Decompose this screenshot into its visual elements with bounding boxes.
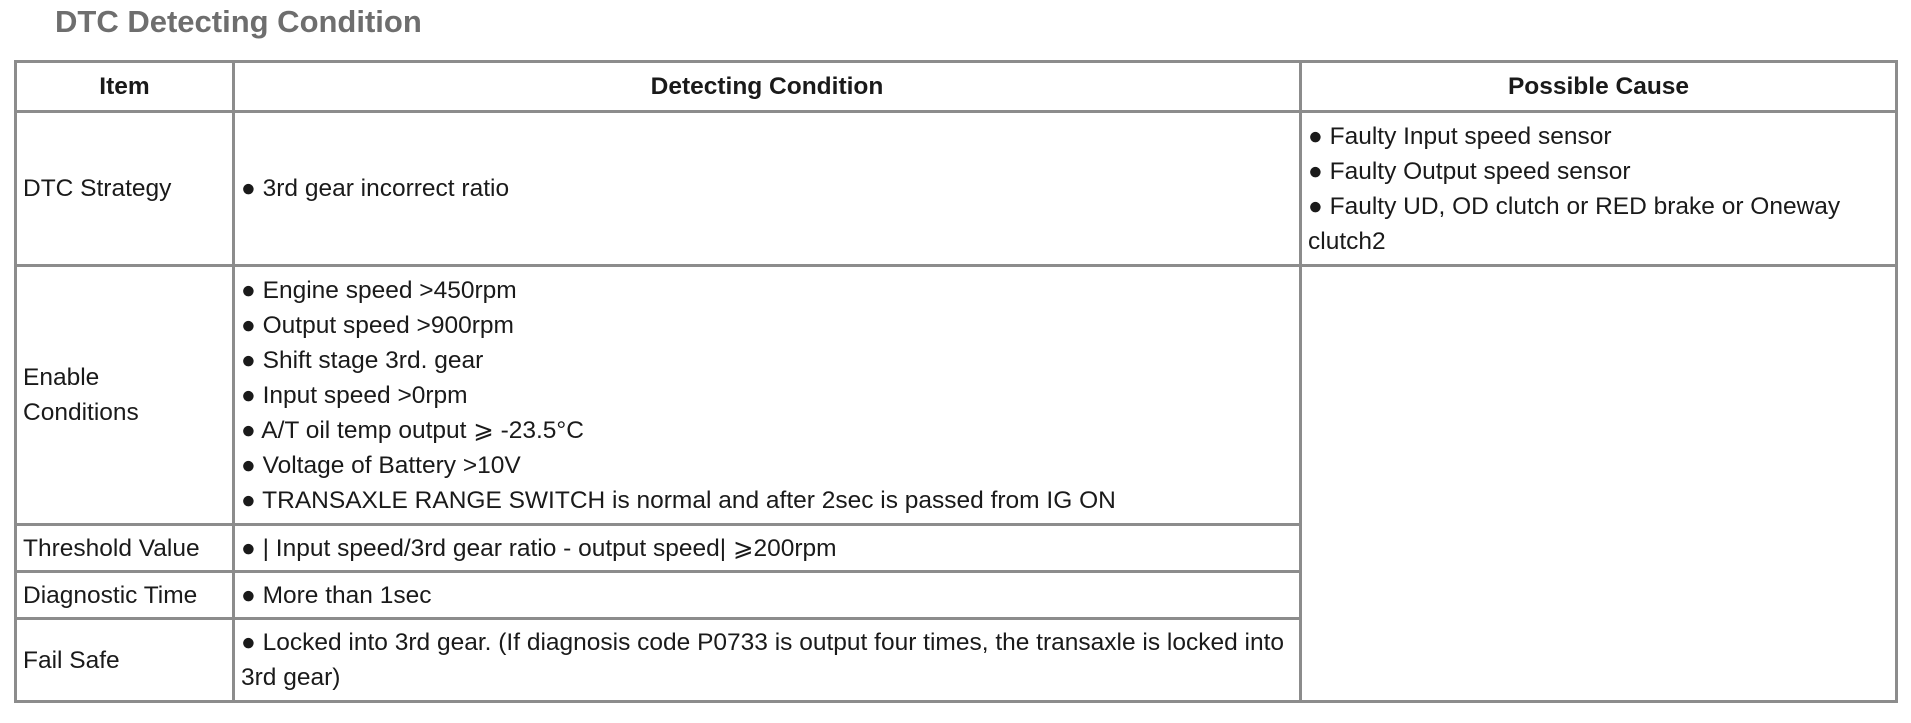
condition-bullet: ● More than 1sec (241, 581, 432, 609)
header-possible-cause: Possible Cause (1301, 62, 1897, 112)
header-item: Item (16, 62, 234, 112)
condition-bullet: ● Engine speed >450rpm (241, 276, 517, 304)
table-row-enable-conditions (16, 266, 1897, 525)
condition-cell-fail-safe (234, 619, 1301, 702)
condition-bullet: ● 3rd gear incorrect ratio (241, 175, 510, 202)
item-cell-threshold-value: Threshold Value (16, 525, 234, 572)
header-detecting-condition: Detecting Condition (234, 62, 1301, 112)
condition-cell-dtc-strategy (234, 112, 1301, 266)
condition-bullet: ● TRANSAXLE RANGE SWITCH is normal and after 2sec is passed from IG ON (241, 486, 1116, 514)
item-label-line: Enable (23, 364, 100, 391)
item-cell-dtc-strategy: DTC Strategy (16, 112, 234, 266)
condition-bullet: ● Voltage of Battery >10V (241, 451, 521, 479)
condition-bullet: ● Output speed >900rpm (241, 311, 514, 339)
item-cell-enable-conditions (16, 266, 234, 525)
condition-cell-diagnostic-time (234, 572, 1301, 619)
item-cell-diagnostic-time: Diagnostic Time (16, 572, 234, 619)
condition-bullet: ● Shift stage 3rd. gear (241, 346, 484, 374)
table-header-row (16, 62, 1897, 112)
condition-cell-enable-conditions (234, 266, 1301, 525)
possible-cause-empty-cell (1301, 266, 1897, 702)
condition-bullet: ● | Input speed/3rd gear ratio - output speed| ⩾200rpm (241, 534, 837, 562)
dtc-condition-table (14, 60, 1898, 703)
item-label-line: Conditions (23, 399, 139, 426)
item-cell-fail-safe: Fail Safe (16, 619, 234, 702)
possible-cause-cell (1301, 112, 1897, 266)
condition-bullet: ● Input speed >0rpm (241, 381, 468, 409)
condition-bullet: ● Locked into 3rd gear. (If diagnosis code P0733 is output four times, the transaxle is locked into 3rd gear) (241, 629, 1285, 691)
page-title: DTC Detecting Condition (55, 4, 422, 39)
cause-bullet: ● Faulty Output speed sensor (1308, 157, 1631, 185)
condition-cell-threshold-value (234, 525, 1301, 572)
cause-bullet: ● Faulty Input speed sensor (1308, 122, 1612, 150)
cause-bullet: ● Faulty UD, OD clutch or RED brake or Oneway clutch2 (1308, 192, 1841, 255)
condition-bullet: ● A/T oil temp output ⩾ -23.5°C (241, 416, 584, 444)
table-row-dtc-strategy (16, 112, 1897, 266)
